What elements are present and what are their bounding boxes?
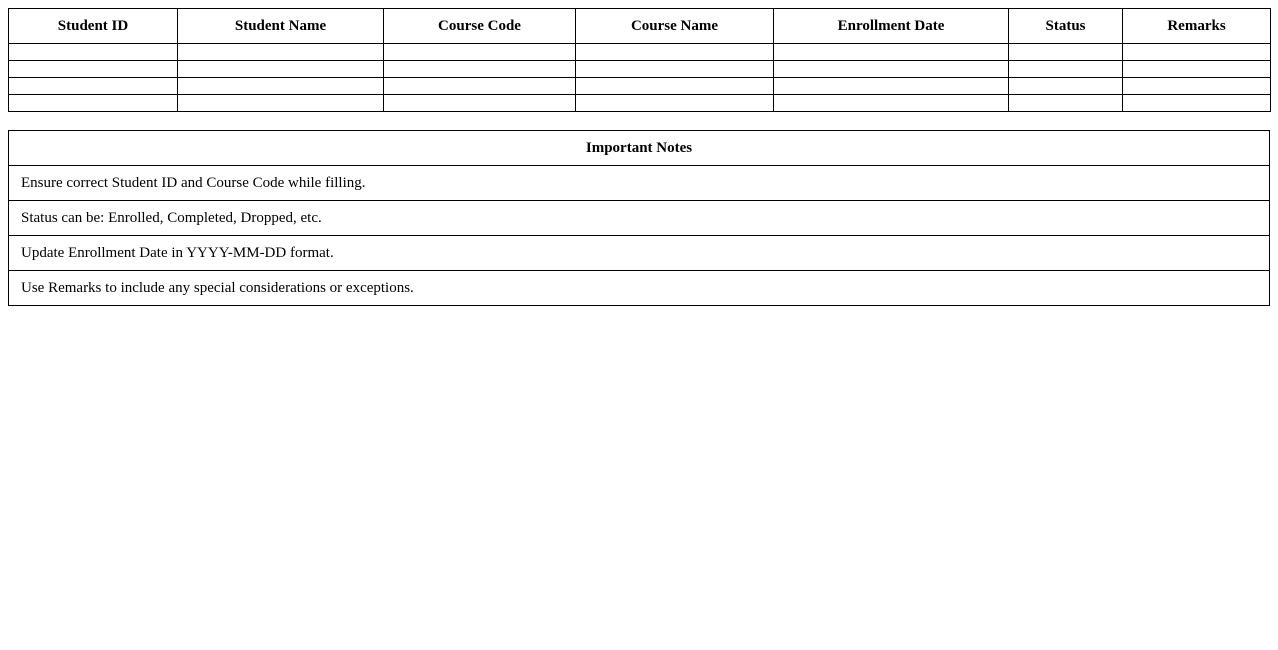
- cell-course-code[interactable]: [384, 61, 576, 78]
- note-row: [9, 236, 1270, 271]
- cell-student-id[interactable]: [9, 78, 178, 95]
- cell-student-name[interactable]: [178, 44, 384, 61]
- column-header-status: Status: [1009, 9, 1123, 44]
- enrollment-table-body: [9, 44, 1271, 112]
- table-row: [9, 44, 1271, 61]
- cell-student-name[interactable]: [178, 61, 384, 78]
- cell-status[interactable]: [1009, 95, 1123, 112]
- column-header-student-id: Student ID: [9, 9, 178, 44]
- table-header-row: [9, 9, 1271, 44]
- column-header-student-name: Student Name: [178, 9, 384, 44]
- note-row: [9, 166, 1270, 201]
- cell-status[interactable]: [1009, 44, 1123, 61]
- note-item: Update Enrollment Date in YYYY-MM-DD format.: [9, 236, 1270, 271]
- cell-remarks[interactable]: [1123, 95, 1271, 112]
- notes-table: [8, 130, 1270, 306]
- column-header-remarks: Remarks: [1123, 9, 1271, 44]
- cell-enrollment-date[interactable]: [774, 61, 1009, 78]
- notes-title: Important Notes: [9, 131, 1270, 166]
- note-row: [9, 201, 1270, 236]
- cell-enrollment-date[interactable]: [774, 44, 1009, 61]
- cell-course-code[interactable]: [384, 78, 576, 95]
- cell-status[interactable]: [1009, 78, 1123, 95]
- cell-status[interactable]: [1009, 61, 1123, 78]
- enrollment-table: [8, 8, 1271, 112]
- note-row: [9, 271, 1270, 306]
- cell-student-id[interactable]: [9, 44, 178, 61]
- note-item: Ensure correct Student ID and Course Code while filling.: [9, 166, 1270, 201]
- cell-enrollment-date[interactable]: [774, 95, 1009, 112]
- cell-course-code[interactable]: [384, 44, 576, 61]
- column-header-course-code: Course Code: [384, 9, 576, 44]
- notes-header-row: [9, 131, 1270, 166]
- cell-course-code[interactable]: [384, 95, 576, 112]
- table-row: [9, 61, 1271, 78]
- cell-enrollment-date[interactable]: [774, 78, 1009, 95]
- cell-course-name[interactable]: [576, 95, 774, 112]
- cell-remarks[interactable]: [1123, 44, 1271, 61]
- cell-remarks[interactable]: [1123, 61, 1271, 78]
- cell-student-name[interactable]: [178, 95, 384, 112]
- column-header-enrollment-date: Enrollment Date: [774, 9, 1009, 44]
- cell-student-name[interactable]: [178, 78, 384, 95]
- column-header-course-name: Course Name: [576, 9, 774, 44]
- table-row: [9, 78, 1271, 95]
- note-item: Use Remarks to include any special considerations or exceptions.: [9, 271, 1270, 306]
- cell-course-name[interactable]: [576, 44, 774, 61]
- cell-student-id[interactable]: [9, 61, 178, 78]
- cell-remarks[interactable]: [1123, 78, 1271, 95]
- cell-student-id[interactable]: [9, 95, 178, 112]
- cell-course-name[interactable]: [576, 61, 774, 78]
- table-row: [9, 95, 1271, 112]
- note-item: Status can be: Enrolled, Completed, Dropped, etc.: [9, 201, 1270, 236]
- cell-course-name[interactable]: [576, 78, 774, 95]
